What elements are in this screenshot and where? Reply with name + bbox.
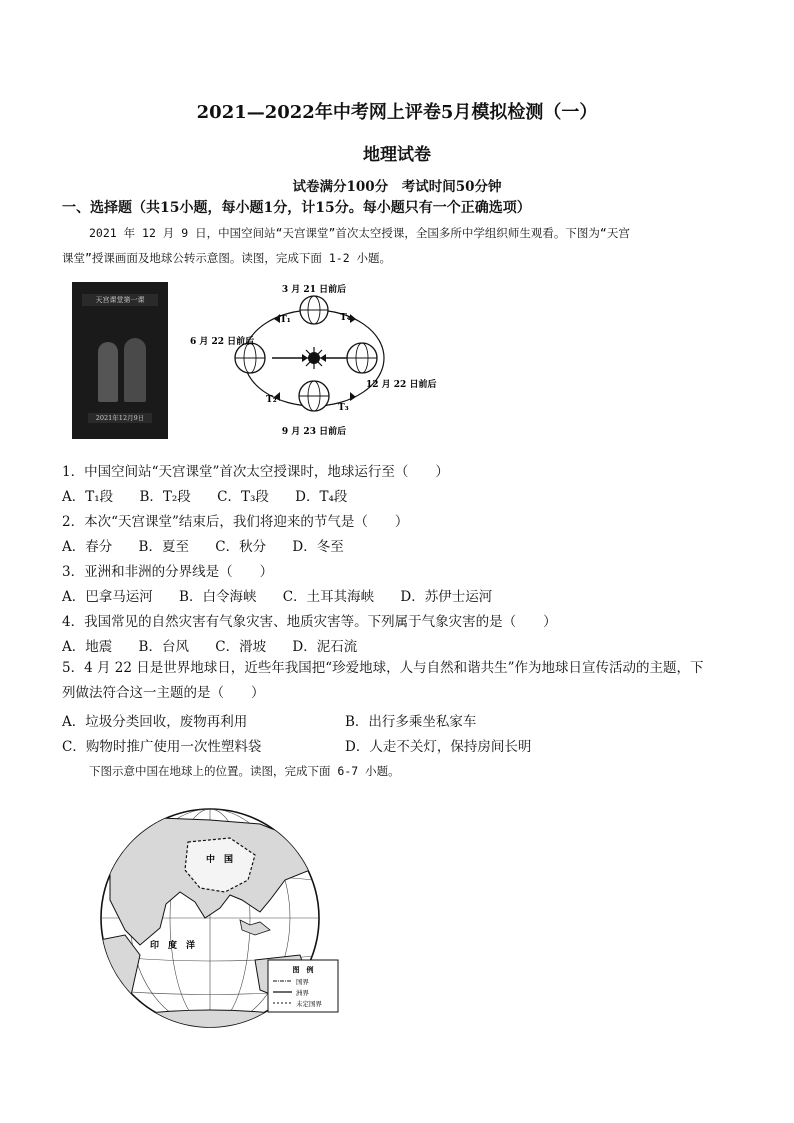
antarctica-landmass [130, 1010, 290, 1030]
page-title: 2021—2022年中考网上评卷5月模拟检测（一） [196, 102, 598, 123]
orbit-label-t3: T₃ [338, 403, 349, 413]
orbit-label-march: 3 月 21 日前后 [281, 285, 347, 295]
option[interactable]: D．苏伊士运河 [400, 589, 493, 605]
exam-meta: 试卷满分100分 考试时间50分钟 [292, 179, 502, 195]
question-3-options [62, 585, 514, 605]
option[interactable]: C．T₃段 [217, 489, 269, 505]
legend-item: 洲界 [296, 989, 309, 997]
option[interactable]: B．夏至 [138, 539, 189, 555]
china-label: 中 国 [206, 855, 234, 865]
africa-landmass [100, 935, 140, 1015]
question-5 [62, 656, 738, 706]
option[interactable]: C．购物时推广使用一次性塑料袋 [62, 739, 262, 755]
orbit-label-t1: T₁ [280, 315, 291, 325]
section-heading: 一、选择题（共15小题，每小题1分，计15分。每小题只有一个正确选项） [62, 200, 531, 216]
question-1: 1．中国空间站“天宫课堂”首次太空授课时，地球运行至（ ） [62, 464, 449, 480]
orbit-label-t4: T₄ [340, 313, 351, 323]
legend-item: 国界 [296, 978, 309, 986]
question-4-options [62, 635, 379, 655]
option[interactable]: D．泥石流 [292, 639, 358, 655]
intro-paragraph [62, 221, 738, 271]
map-intro: 下图示意中国在地球上的位置。读图，完成下面 6-7 小题。 [89, 764, 400, 778]
option[interactable]: D．冬至 [292, 539, 344, 555]
photo-caption-text: 2021年12月9日 [88, 413, 152, 423]
option[interactable]: D．人走不关灯，保持房间长明 [345, 739, 532, 755]
orbit-label-t2: T₂ [266, 395, 277, 405]
orbit-direction-arrow [350, 314, 356, 323]
option[interactable]: B．白令海峡 [179, 589, 257, 605]
tiangong-classroom-photo [72, 282, 168, 439]
astronaut-figure [98, 342, 118, 402]
orbit-label-june: 6 月 22 日前后 [190, 337, 255, 347]
china-globe-map [70, 800, 350, 1030]
question-5-line-1: 5．4 月 22 日是世界地球日，近些年我国把“珍爱地球，人与自然和谐共生”作为地球日宣传活动的主题，下 [62, 660, 704, 676]
option[interactable]: B．T₂段 [139, 489, 191, 505]
question-2: 2．本次“天宫课堂”结束后，我们将迎来的节气是（ ） [62, 514, 409, 530]
photo-banner-text: 天宫课堂第一课 [82, 294, 158, 306]
question-5-line-2: 列做法符合这一主题的是（ ） [62, 685, 265, 701]
question-2-options [62, 535, 366, 555]
option[interactable]: C．滑坡 [215, 639, 267, 655]
orbit-direction-arrow [350, 392, 356, 401]
option[interactable]: C．秋分 [215, 539, 267, 555]
intro-line-1: 2021 年 12 月 9 日，中国空间站“天宫课堂”首次太空授课，全国多所中学组织师生观看。下图为“天宫 [89, 226, 630, 240]
option[interactable]: B．台风 [138, 639, 189, 655]
option[interactable]: A．巴拿马运河 [62, 589, 153, 605]
question-3: 3．亚洲和非洲的分界线是（ ） [62, 564, 274, 580]
option[interactable]: A．春分 [62, 539, 113, 555]
indian-ocean-label: 印 度 洋 [150, 941, 196, 951]
option[interactable]: A．T₁段 [62, 489, 114, 505]
astronaut-figure [124, 338, 146, 402]
legend-title: 图 例 [292, 965, 314, 974]
option[interactable]: B．出行多乘坐私家车 [345, 714, 477, 730]
orbit-label-september: 9 月 23 日前后 [281, 427, 347, 436]
option[interactable]: D．T₄段 [295, 489, 348, 505]
map-legend [268, 960, 338, 1012]
legend-item: 未定国界 [296, 1000, 322, 1008]
option[interactable]: A．垃圾分类回收，废物再利用 [62, 714, 248, 730]
option[interactable]: A．地震 [62, 639, 113, 655]
orbit-label-december: 12 月 22 日前后 [366, 380, 437, 390]
globe-icon [235, 296, 377, 411]
question-4: 4．我国常见的自然灾害有气象灾害、地质灾害等。下列属于气象灾害的是（ ） [62, 614, 557, 630]
page-subtitle: 地理试卷 [363, 145, 431, 165]
intro-line-2: 课堂”授课画面及地球公转示意图。读图，完成下面 1-2 小题。 [62, 251, 392, 265]
earth-orbit-diagram [190, 284, 440, 436]
option[interactable]: C．土耳其海峡 [282, 589, 375, 605]
question-1-options [62, 485, 369, 505]
